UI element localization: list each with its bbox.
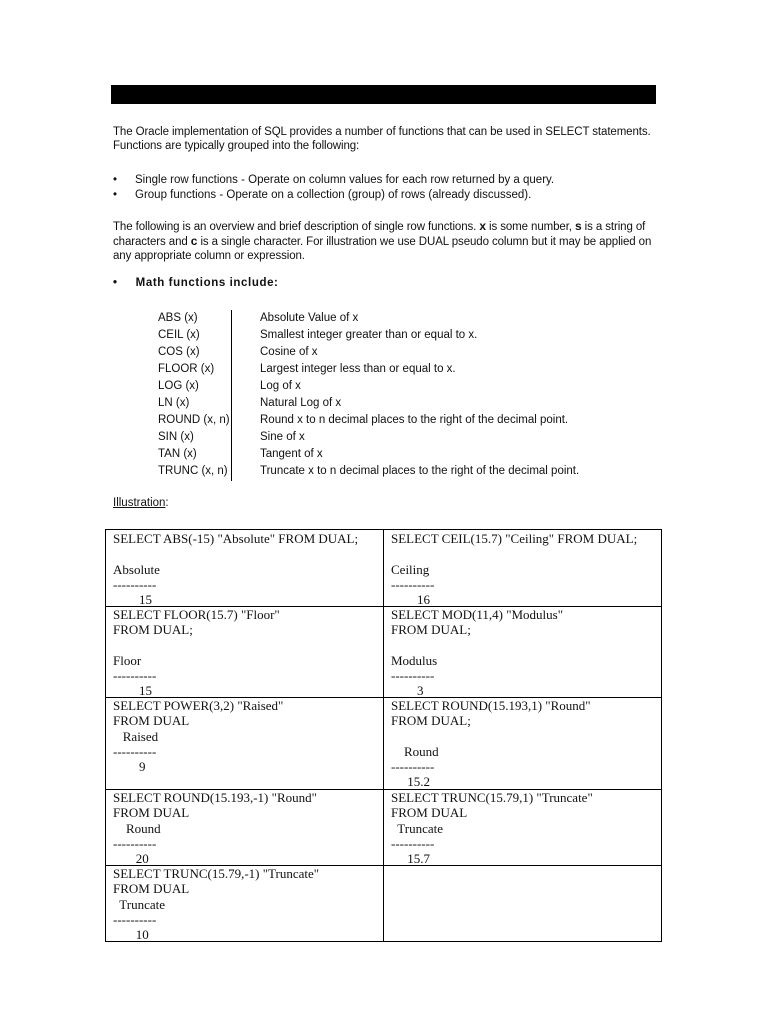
intro-paragraph (113, 125, 658, 153)
function-description: Tangent of x (260, 448, 323, 460)
bullet-text: Single row functions - Operate on column values for each row returned by a query. (135, 174, 555, 186)
function-row (158, 412, 618, 429)
function-row (158, 344, 618, 361)
illustration-colon: : (165, 497, 169, 509)
bullet-icon: • (113, 189, 118, 201)
function-description: Sine of x (260, 431, 305, 443)
var-x: x (479, 219, 486, 233)
function-row (158, 378, 618, 395)
function-row (158, 429, 618, 446)
function-row (158, 395, 618, 412)
var-c: c (190, 234, 198, 248)
function-description: Log of x (260, 380, 301, 392)
bullet-text: Group functions - Operate on a collection (group) of rows (already discussed). (135, 189, 532, 201)
math-functions-heading (113, 277, 279, 289)
example-cell: SELECT FLOOR(15.7) "Floor" FROM DUAL; Floor ---------- 15 (113, 607, 280, 699)
function-description: Round x to n decimal places to the right of the decimal point. (260, 414, 569, 426)
overview-text: characters and (113, 236, 191, 248)
example-cell: SELECT TRUNC(15.79,-1) "Truncate" FROM DUAL Truncate ---------- 10 (113, 866, 320, 943)
example-cell: SELECT POWER(3,2) "Raised" FROM DUAL Raised ---------- 9 (113, 698, 284, 775)
overview-line-2 (113, 234, 658, 249)
function-description: Natural Log of x (260, 397, 342, 409)
overview-text: is a string of (581, 221, 646, 233)
function-name: CEIL (x) (158, 329, 200, 341)
overview-line-1 (113, 219, 658, 234)
bullet-icon: • (113, 277, 118, 289)
example-cell: SELECT TRUNC(15.79,1) "Truncate" FROM DUAL Truncate ---------- 15.7 (391, 790, 593, 867)
function-name: TAN (x) (158, 448, 197, 460)
function-row (158, 463, 618, 480)
function-name: COS (x) (158, 346, 200, 358)
function-row (158, 361, 618, 378)
illustration-word: Illustration (113, 497, 166, 509)
intro-line-1: The Oracle implementation of SQL provides a number of functions that can be used in SELECT statements. (113, 126, 651, 138)
example-cell: SELECT MOD(11,4) "Modulus" FROM DUAL; Modulus ---------- 3 (391, 607, 564, 699)
example-cell: SELECT ROUND(15.193,1) "Round" FROM DUAL; Round ---------- 15.2 (391, 698, 591, 790)
function-name: LN (x) (158, 397, 190, 409)
example-cell: SELECT CEIL(15.7) "Ceiling" FROM DUAL; Ceiling ---------- 16 (391, 531, 638, 608)
overview-paragraph (113, 219, 658, 263)
illustration-table (105, 529, 662, 942)
title-bar (111, 85, 656, 104)
var-s: s (574, 219, 582, 233)
overview-line-3: any appropriate column or expression. (113, 250, 305, 262)
math-function-list (158, 310, 618, 480)
function-description: Truncate x to n decimal places to the right of the decimal point. (260, 465, 580, 477)
function-name: ROUND (x, n) (158, 414, 230, 426)
function-row (158, 327, 618, 344)
bullet-icon: • (113, 174, 118, 186)
overview-text: is some number, (485, 221, 575, 233)
function-description: Absolute Value of x (260, 312, 359, 324)
function-name: SIN (x) (158, 431, 194, 443)
function-description: Largest integer less than or equal to x. (260, 363, 456, 375)
example-cell: SELECT ABS(-15) "Absolute" FROM DUAL; Absolute ---------- 15 (113, 531, 359, 608)
function-name: FLOOR (x) (158, 363, 215, 375)
example-cell: SELECT ROUND(15.193,-1) "Round" FROM DUAL Round ---------- 20 (113, 790, 317, 867)
function-list-divider (231, 310, 232, 481)
function-description: Smallest integer greater than or equal to x. (260, 329, 478, 341)
heading-text: Math functions include: (135, 277, 279, 289)
overview-text: The following is an overview and brief description of single row functions. (113, 221, 480, 233)
function-name: LOG (x) (158, 380, 199, 392)
function-row (158, 446, 618, 463)
function-row (158, 310, 618, 327)
overview-text: is a single character. For illustration we use DUAL pseudo column but it may be applied on (197, 236, 652, 248)
illustration-label (113, 497, 169, 509)
intro-line-2: Functions are typically grouped into the following: (113, 140, 360, 152)
function-name: TRUNC (x, n) (158, 465, 228, 477)
function-description: Cosine of x (260, 346, 318, 358)
function-name: ABS (x) (158, 312, 198, 324)
